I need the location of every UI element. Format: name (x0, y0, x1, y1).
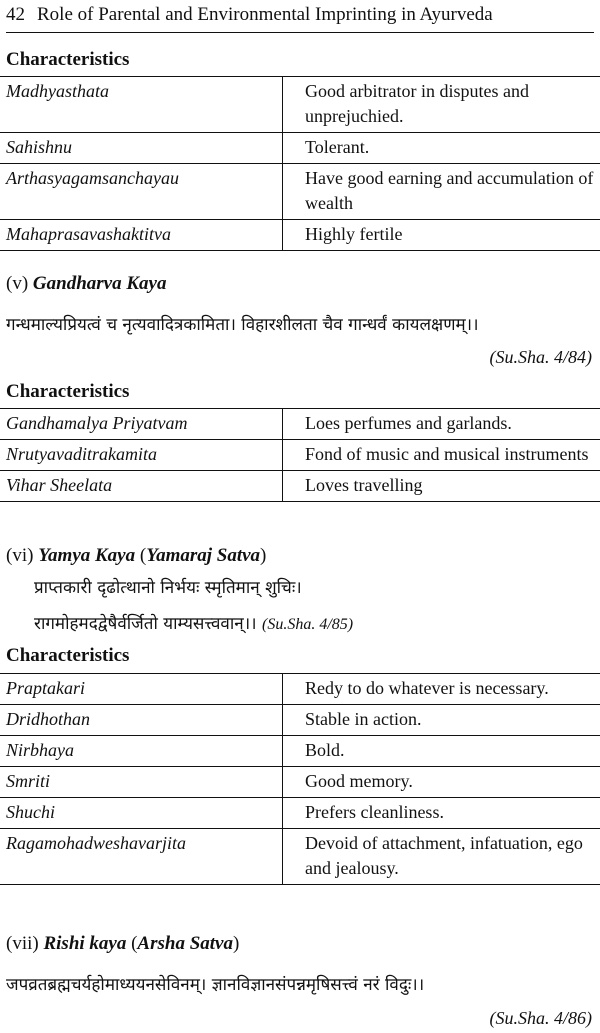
sanskrit-verse: गन्धमाल्यप्रियत्वं च नृत्यवादित्रकामिता। विहारशीलता चैव गान्धर्वं कायलक्षणम्।। (6, 315, 479, 335)
table-row (0, 705, 600, 736)
term-cell: Dridhothan (0, 705, 283, 736)
section-alt-title: Yamaraj Satva (146, 545, 261, 566)
desc-cell: Fond of music and musical instruments (283, 440, 600, 471)
term-cell: Mahaprasavashaktitva (0, 220, 283, 251)
sanskrit-verse-line-1: प्राप्तकारी दृढोत्थानो निर्भयः स्मृतिमान् शुचिः। (34, 578, 302, 598)
table-row (0, 440, 600, 471)
table-row (0, 798, 600, 829)
desc-cell: Have good earning and accumulation of wealth (283, 164, 600, 220)
section-vii-heading (6, 932, 239, 956)
term-cell: Nirbhaya (0, 736, 283, 767)
term-cell: Smriti (0, 767, 283, 798)
section-title: Rishi kaya (43, 933, 127, 954)
running-head (6, 2, 594, 33)
desc-cell: Highly fertile (283, 220, 600, 251)
characteristics-table-3 (0, 673, 600, 885)
desc-cell: Tolerant. (283, 133, 600, 164)
desc-cell: Good arbitrator in disputes and unprejuchied. (283, 77, 600, 133)
table-row (0, 220, 600, 251)
characteristics-heading-1: Characteristics (6, 49, 130, 70)
verse-text: रागमोहमदद्वेषैर्वर्जितो याम्यसत्त्ववान्।। (34, 614, 257, 634)
term-cell: Sahishnu (0, 133, 283, 164)
table-row (0, 77, 600, 133)
table-row (0, 829, 600, 885)
verse-reference: (Su.Sha. 4/85) (262, 616, 354, 633)
term-cell: Arthasyagamsanchayau (0, 164, 283, 220)
section-title: Yamya Kaya (38, 545, 136, 566)
term-cell: Vihar Sheelata (0, 471, 283, 502)
section-v-heading (6, 272, 166, 296)
term-cell: Shuchi (0, 798, 283, 829)
characteristics-table-1 (0, 76, 600, 251)
section-number: (vi) (6, 545, 34, 566)
desc-cell: Loes perfumes and garlands. (283, 409, 600, 440)
table-row (0, 767, 600, 798)
desc-cell: Redy to do whatever is necessary. (283, 674, 600, 705)
section-number: (vii) (6, 933, 39, 954)
sanskrit-verse-line-2 (34, 612, 353, 637)
table-row (0, 409, 600, 440)
paren-close: ) (260, 545, 267, 566)
paren-close: ) (232, 933, 240, 954)
table-row (0, 471, 600, 502)
desc-cell: Loves travelling (283, 471, 600, 502)
term-cell: Praptakari (0, 674, 283, 705)
desc-cell: Devoid of attachment, infatuation, ego and jealousy. (283, 829, 600, 885)
section-number: (v) (6, 273, 29, 294)
paren-open: ( (131, 933, 138, 954)
term-cell: Ragamohadweshavarjita (0, 829, 283, 885)
term-cell: Gandhamalya Priyatvam (0, 409, 283, 440)
table-row (0, 133, 600, 164)
characteristics-heading-3: Characteristics (6, 645, 130, 666)
section-alt-title: Arsha Satva (137, 933, 233, 954)
table-row (0, 736, 600, 767)
desc-cell: Stable in action. (283, 705, 600, 736)
section-title: Gandharva Kaya (32, 273, 167, 294)
desc-cell: Bold. (283, 736, 600, 767)
term-cell: Madhyasthata (0, 77, 283, 133)
verse-reference: (Su.Sha. 4/86) (489, 1008, 592, 1028)
page-number: 42 (6, 4, 25, 25)
paren-open: ( (139, 545, 147, 566)
term-cell: Nrutyavaditrakamita (0, 440, 283, 471)
sanskrit-verse: जपव्रतब्रह्मचर्यहोमाध्ययनसेविनम्। ज्ञानविज्ञानसंपन्नमृषिसत्त्वं नरं विदुः।। (6, 975, 425, 995)
characteristics-heading-2: Characteristics (6, 381, 130, 402)
desc-cell: Prefers cleanliness. (283, 798, 600, 829)
characteristics-table-2 (0, 408, 600, 502)
table-row (0, 164, 600, 220)
table-row (0, 674, 600, 705)
verse-reference: (Su.Sha. 4/84) (489, 347, 592, 367)
section-vi-heading (6, 544, 266, 568)
running-head-title: Role of Parental and Environmental Imprinting in Ayurveda (37, 4, 493, 25)
desc-cell: Good memory. (283, 767, 600, 798)
